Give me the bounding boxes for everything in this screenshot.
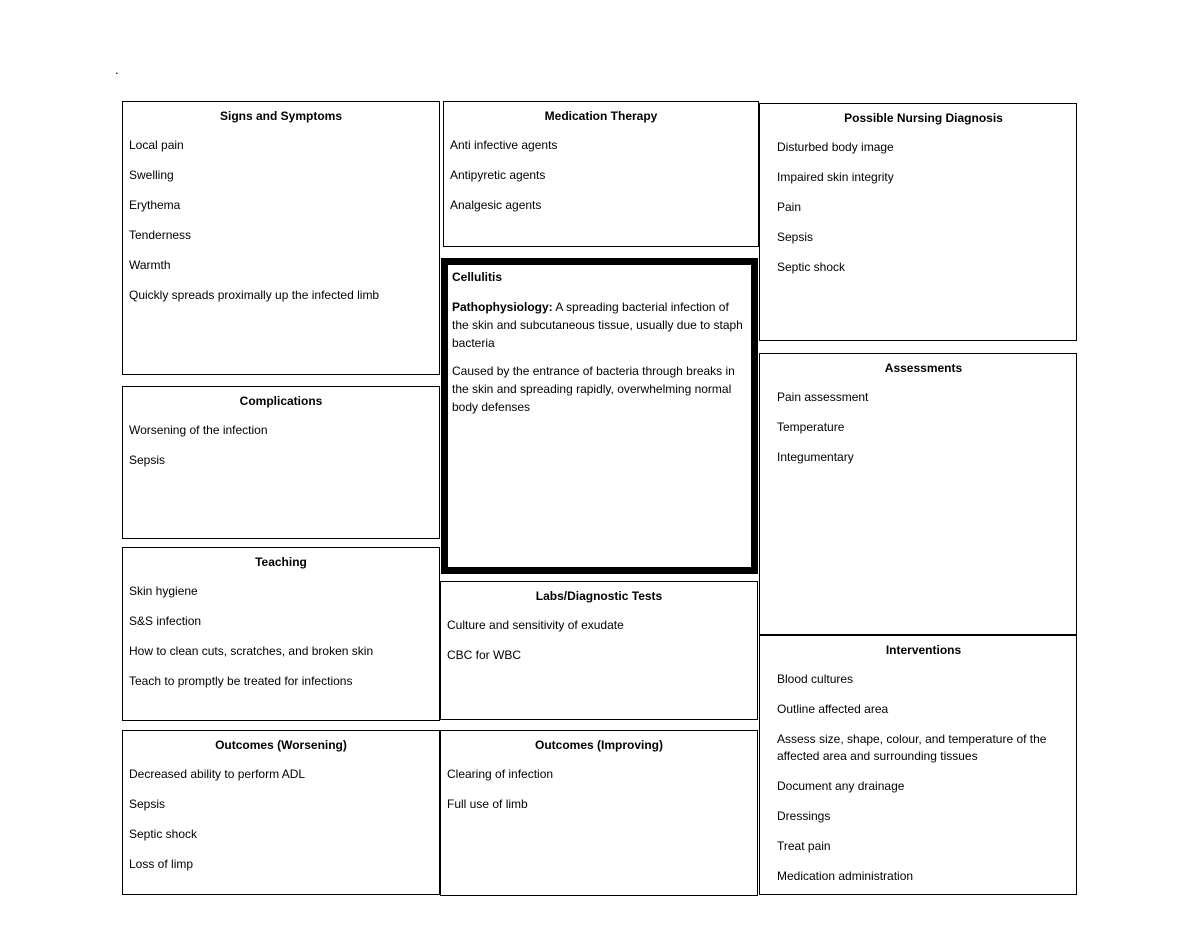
pathophysiology-text [452,298,747,352]
medication-title: Medication Therapy [544,109,658,123]
assessments-title: Assessments [884,361,963,375]
list-item: Pain assessment [777,390,869,404]
list-item: Outline affected area [777,702,889,716]
interventions-box [759,635,1077,895]
complications-list [129,422,433,469]
list-item: Treat pain [777,839,831,853]
labs-diagnostic-box [440,581,758,720]
list-item: Decreased ability to perform ADL [129,767,306,781]
nursing-dx-title: Possible Nursing Diagnosis [844,111,1003,125]
interventions-list [777,671,1070,885]
list-item: Warmth [129,258,171,272]
list-item: Dressings [777,809,831,823]
list-item: Assess size, shape, colour, and temperature of the affected area and surrounding tissues [777,732,1047,763]
nursing-diagnosis-box [759,103,1077,341]
list-item: Quickly spreads proximally up the infected limb [129,288,380,302]
list-item: Loss of limp [129,857,194,871]
outcomes-worsening-list [129,766,433,873]
list-item: Pain [777,200,802,214]
outcomes-worsening-box [122,730,440,895]
list-item: Integumentary [777,450,854,464]
list-item: Septic shock [777,260,846,274]
list-item: Tenderness [129,228,192,242]
list-item: Erythema [129,198,181,212]
list-item: Sepsis [129,453,166,467]
list-item: Analgesic agents [450,198,542,212]
list-item: Skin hygiene [129,584,198,598]
list-item: Document any drainage [777,779,905,793]
list-item: Clearing of infection [447,767,554,781]
list-item: Swelling [129,168,174,182]
outcomes-improving-title: Outcomes (Improving) [534,738,663,752]
assessments-list [777,389,1070,466]
list-item: Sepsis [129,797,166,811]
signs-title: Signs and Symptoms [219,109,343,123]
labs-title: Labs/Diagnostic Tests [535,589,663,603]
list-item: S&S infection [129,614,202,628]
outcomes-worsening-title: Outcomes (Worsening) [215,738,347,752]
list-item: Teach to promptly be treated for infections [129,674,353,688]
pathophysiology-label: Pathophysiology: [452,300,553,314]
teaching-box [122,547,440,721]
list-item: Impaired skin integrity [777,170,894,184]
list-item: Full use of limb [447,797,528,811]
list-item: How to clean cuts, scratches, and broken skin [129,644,374,658]
teaching-title: Teaching [255,555,307,569]
medication-therapy-box [443,101,759,247]
assessments-box [759,353,1077,635]
list-item: Sepsis [777,230,814,244]
list-item: Local pain [129,138,184,152]
labs-list [447,617,751,664]
center-title: Cellulitis [452,270,503,284]
outcomes-improving-box [440,730,758,896]
list-item: Medication administration [777,869,914,883]
list-item: Culture and sensitivity of exudate [447,618,624,632]
page-mark: . [115,62,119,77]
teaching-list [129,583,433,690]
outcomes-improving-list [447,766,751,813]
medication-list [450,137,752,214]
pathophysiology-body: A spreading bacterial infection of the skin and subcutaneous tissue, usually due to staph bacteria [452,300,743,350]
list-item: Septic shock [129,827,198,841]
signs-and-symptoms-box [122,101,440,375]
list-item: Temperature [777,420,845,434]
interventions-title: Interventions [885,643,962,657]
cause-text: Caused by the entrance of bacteria through breaks in the skin and spreading rapidly, overwhelming normal body defenses [452,364,735,414]
list-item: Anti infective agents [450,138,558,152]
list-item: CBC for WBC [447,648,522,662]
nursing-dx-list [777,139,1070,276]
list-item: Worsening of the infection [129,423,268,437]
list-item: Disturbed body image [777,140,894,154]
complications-title: Complications [239,394,323,408]
list-item: Antipyretic agents [450,168,546,182]
cellulitis-center-box [441,258,758,574]
list-item: Blood cultures [777,672,854,686]
complications-box [122,386,440,539]
signs-list [129,137,433,304]
